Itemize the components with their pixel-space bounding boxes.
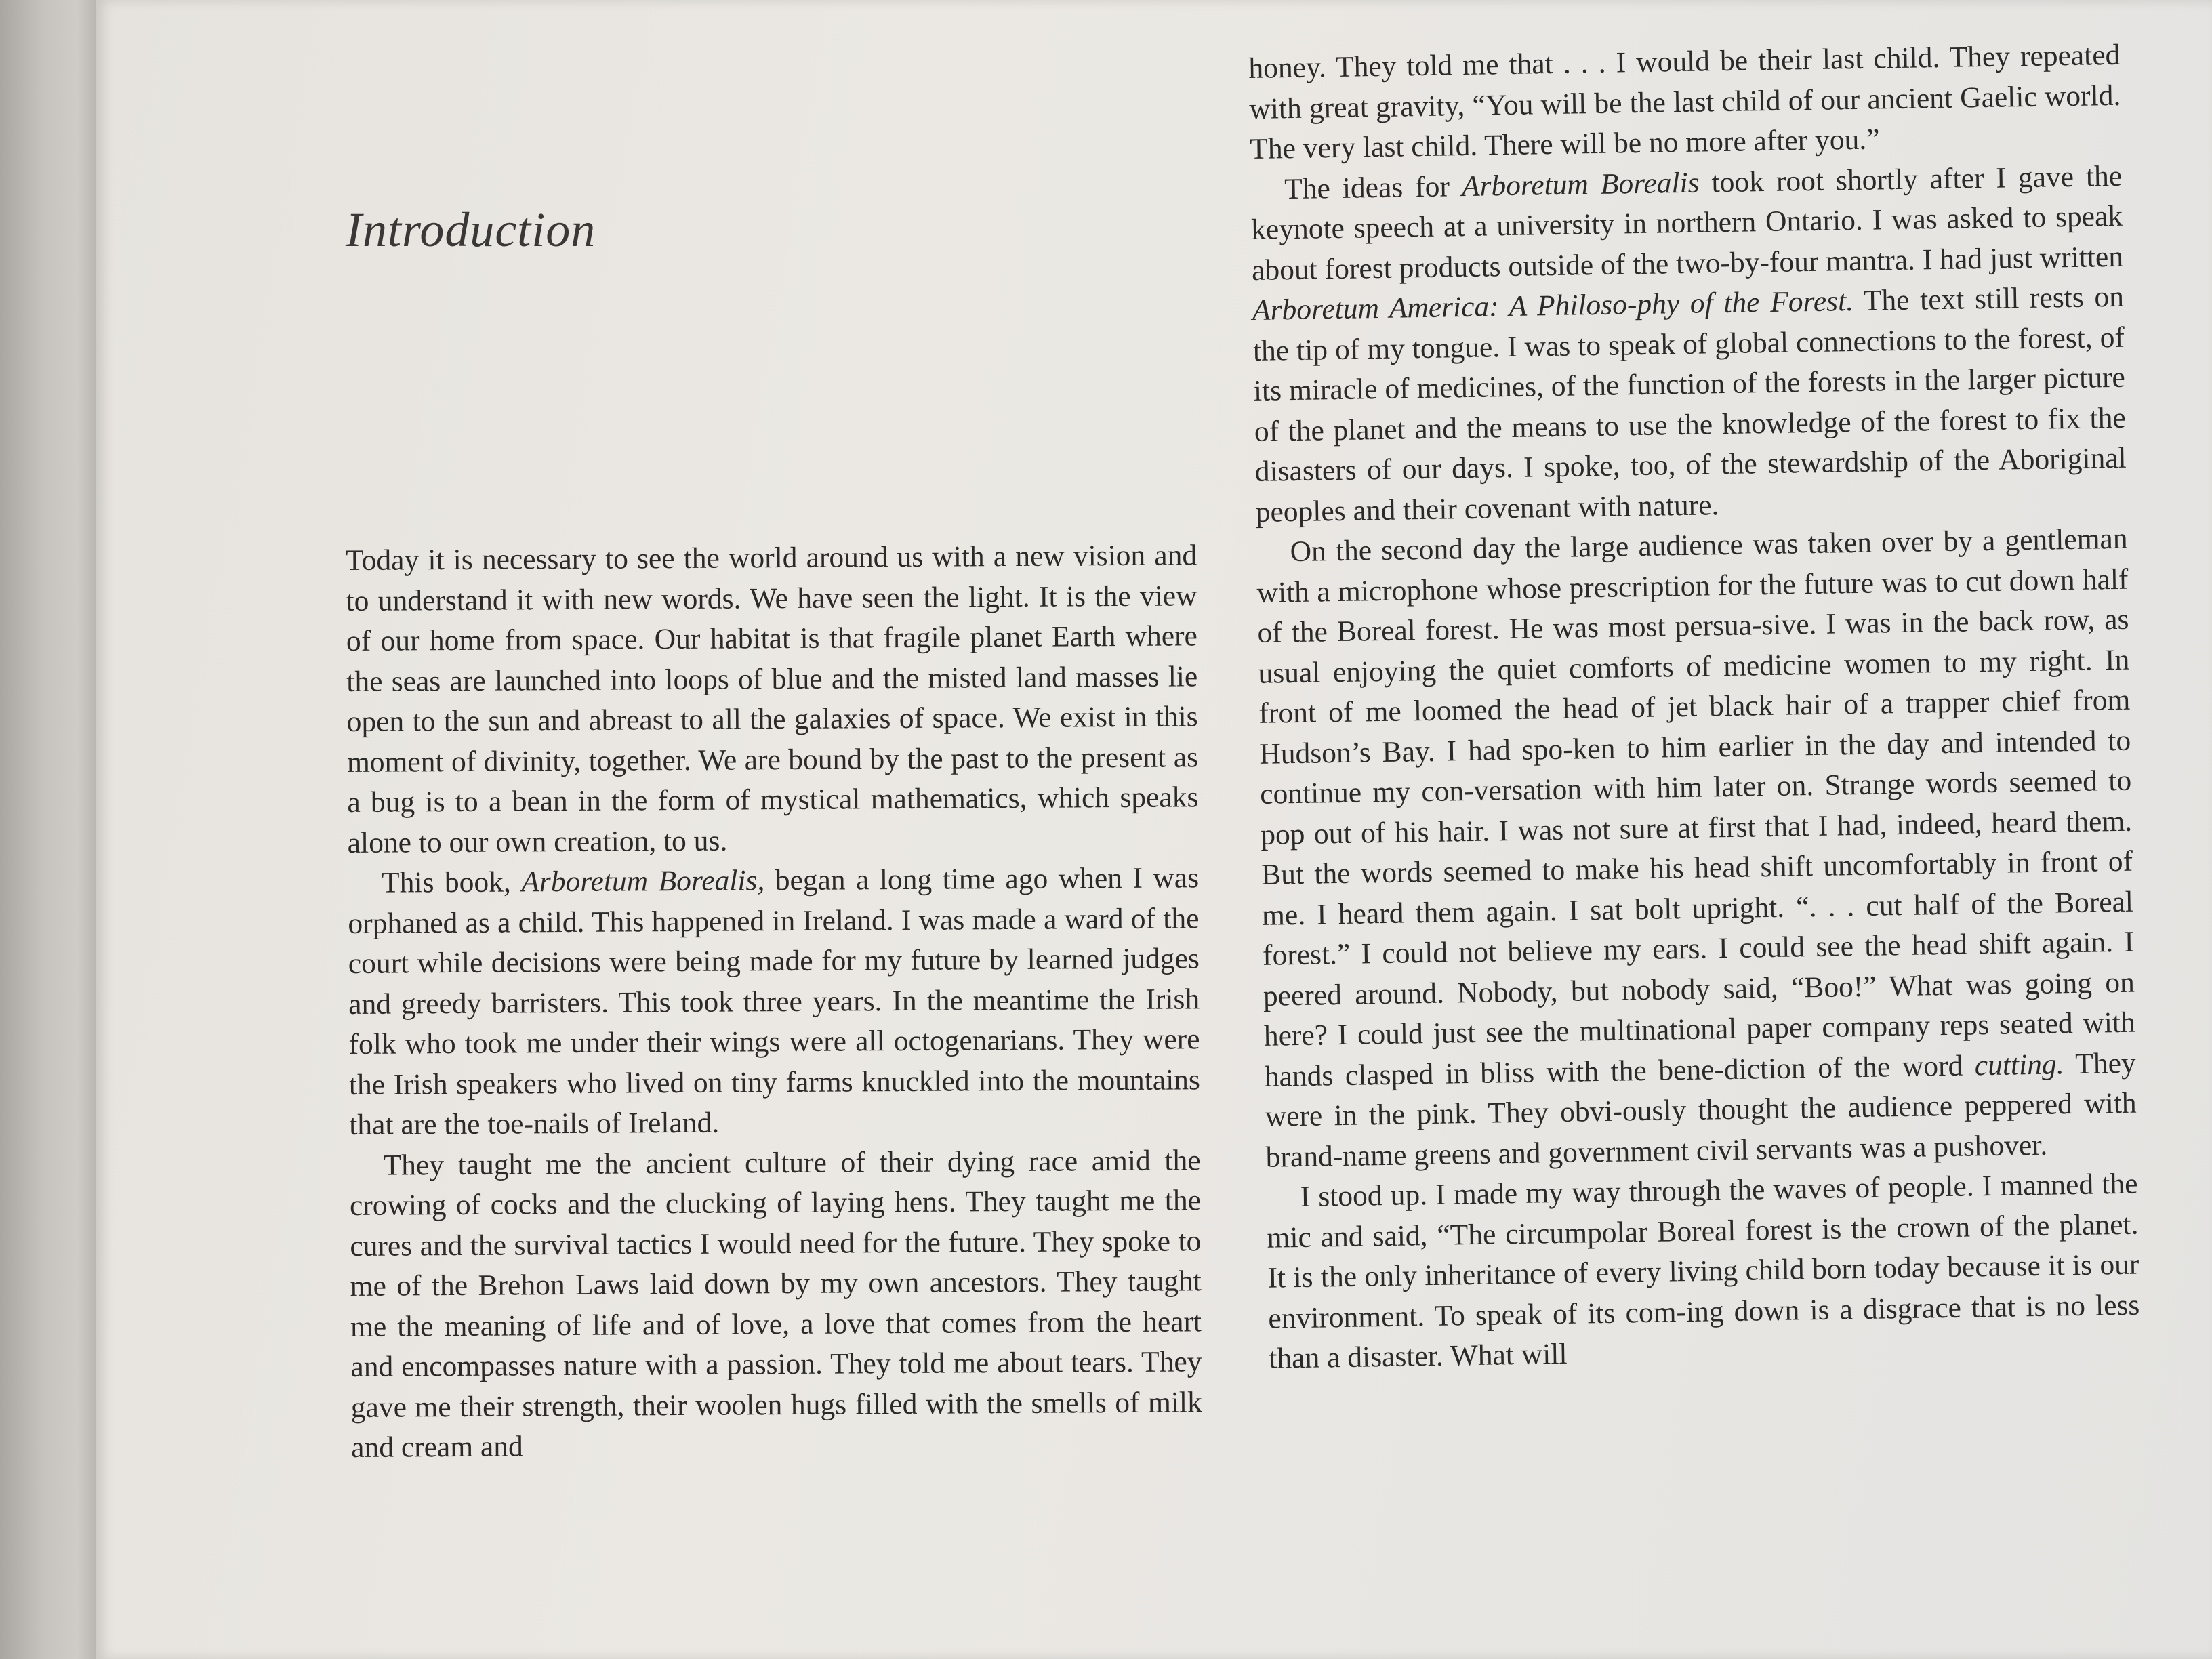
italic-text: cutting. [1974, 1047, 2064, 1082]
paragraph: Today it is necessary to see the world around us with a new vision and to understand it with new words. We have seen the light. It is the view of our home from space. Our habitat is that fragile planet Earth where the seas are launched into loops of blue and the misted land masses lie open to the sun and abreast to all the galaxies of space. We exist in this moment of divinity, together. We are bound by the past to the present as a bug is to a bean in the form of mystical mathematics, which speaks alone to our own creation, to us. [346, 539, 1199, 859]
paragraph: On the second day the large audience was taken over by a gentleman with a microphone whose prescription for the future was to cut down half of the Boreal forest. He was most persua-sive. I was in the back row, as usual enjoying the quiet comforts of medicine women to my right. In front of me loomed the head of jet black hair of a trapper chief from Hudson’s Bay. I had spo-ken to him earlier in the day and intended to continue my con-versation with him later on. Strange words seemed to pop out of his hair. I was not sure at first that I had, indeed, heard them. But the words seemed to make his head shift uncomfortably in front of me. I heard them again. I sat bolt upright. “. . . cut half of the Boreal forest.” I could not believe my ears. I could see the head shift again. I peered around. Nobody, but nobody said, “Boo!” What was going on here? I could just see the multinational paper company reps seated with hands clasped in bliss with the bene-diction of the word cutting. They were in the pink. They obvi-ously thought the audience peppered with brand-name greens and government civil servants was a pushover. [1256, 522, 2137, 1174]
paragraph: I stood up. I made my way through the waves of people. I manned the mic and said, “The circumpolar Boreal forest is the crown of the planet. It is the only inheritance of every living child born today because it is our environment. To speak of its com-ing down is a disgrace that is no less than a disaster. What will [1267, 1167, 2140, 1375]
paragraph: This book, Arboretum Borealis, began a long time ago when I was orphaned as a child. This happened in Ireland. I was made a ward of the court while decisions were being made for my future by learned judges and greedy barristers. This took three years. In the meantime the Irish folk who took me under their wings were all octogenarians. They were the Irish speakers who lived on tiny farms knuckled into the mountains that are the toe-nails of Ireland. [348, 861, 1201, 1141]
right-text-column [1248, 35, 2141, 1379]
page-spine-edge [0, 0, 96, 1659]
italic-text: Arboretum America: A Philoso-phy of the Forest. [1252, 285, 1854, 327]
left-text-column [346, 535, 1202, 1468]
paragraph: The ideas for Arboretum Borealis took root shortly after I gave the keynote speech at a university in northern Ontario. I was asked to speak about forest products outside of the two-by-four mantra. I had just written Arboretum America: A Philoso-phy of the Forest. The text still rests on the tip of my tongue. I was to speak of global connections to the forest, of its miracle of medicines, of the function of the forests in the larger picture of the planet and the means to use the knowledge of the forest to fix the disasters of our days. I spoke, too, of the stewardship of the Aboriginal peoples and their covenant with nature. [1250, 159, 2127, 529]
paragraph: They taught me the ancient culture of their dying race amid the crowing of cocks and the clucking of laying hens. They taught me the cures and the survival tactics I would need for the future. They spoke to me of the Brehon Laws laid down by my own ancestors. They taught me the meaning of life and of love, a love that comes from the heart and encompasses nature with a passion. They told me about tears. They gave me their strength, their woolen hugs filled with the smells of milk and cream and [349, 1143, 1202, 1464]
chapter-title: Introduction [346, 203, 596, 257]
italic-text: Arboretum Borealis, [521, 864, 765, 899]
paragraph: honey. They told me that . . . I would be their last child. They repeated with great gravity, “You will be the last child of our ancient Gaelic world. The very last child. There will be no more after you.” [1248, 38, 2121, 165]
book-page [96, 0, 2212, 1659]
italic-text: Arboretum Borealis [1461, 166, 1700, 203]
